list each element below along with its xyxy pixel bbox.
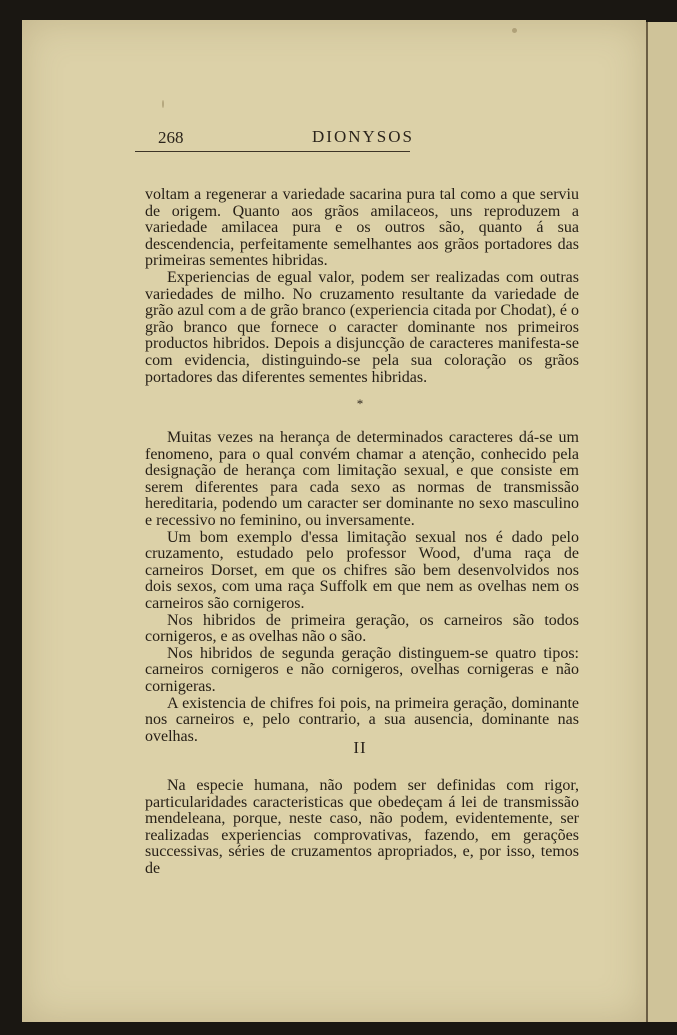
paper-stain [512, 28, 517, 33]
page-number: 268 [158, 128, 184, 147]
text-block-continuation [145, 187, 579, 386]
text-block-sex-limited-heredity [145, 430, 579, 745]
paragraph: Um bom exemplo d'essa limitação sexual nos é dado pelo cruzamento, estudado pelo professor Wood, d'uma raça de carneiros Dorset, em que os chifres são bem desenvolvidos nos dois sexos, com uma raça Suffolk em que nem as ovelhas nem os carneiros são cornigeros. [145, 528, 579, 612]
paragraph: Muitas vezes na herança de determinados caracteres dá-se um fenomeno, para o qual convém chamar a atenção, conhecido pela designação de herança com limitação sexual, e que consiste em serem diferentes para cada sexo as normas de transmissão hereditaria, podendo um caracter ser dominante no sexo masculino e recessivo no feminino, ou inversamente. [145, 429, 579, 529]
paragraph: Nos hibridos de segunda geração distinguem-se quatro tipos: carneiros cornigeros e não cornigeros, ovelhas cornigeras e não cornigeras. [145, 644, 579, 695]
section-heading: II [353, 738, 367, 757]
running-head [135, 125, 414, 152]
text-block-human-species [145, 778, 579, 878]
paragraph: Nos hibridos de primeira geração, os carneiros são todos cornigeros, e as ovelhas não o são. [145, 611, 579, 646]
section-break-asterisk: * [356, 396, 364, 411]
adjacent-page-edge [646, 22, 677, 1022]
paragraph: Experiencias de egual valor, podem ser realizadas com outras variedades de milho. No cruzamento resultante da variedade de grão azul com a de grão branco (experiencia citada por Chodat), é o grão branco que fornece o caracter dominante nos primeiros productos hibridos. Depois a disjuncção de caracteres manifesta-se com evidencia, distinguindo-se pela sua coloração os grãos portadores das diferentes sementes hibridas. [145, 268, 580, 386]
paragraph: voltam a regenerar a variedade sacarina pura tal como a que serviu de origem. Quanto aos grãos amilaceos, uns reproduzem a variedade amilacea pura e os outros são, quanto á sua descendencia, perfeitamente semelhantes aos grãos portadores das primeiras sementes hibridas. [145, 186, 579, 270]
paragraph: A existencia de chifres foi pois, na primeira geração, dominante nos carneiros e, pelo contrario, a sua ausencia, dominante nas ovelhas. [145, 694, 579, 745]
paragraph: Na especie humana, não podem ser definidas com rigor, particularidades caracteristicas que obedeçam á lei de transmissão mendeleana, porque, neste caso, não podem, evidentemente, ser realizadas experiencias comprovativas, fazendo, em gerações successivas, séries de cruzamentos apropriados, e, por isso, temos de [145, 777, 579, 877]
paper-stain [162, 100, 164, 108]
journal-title: DIONYSOS [312, 127, 414, 146]
